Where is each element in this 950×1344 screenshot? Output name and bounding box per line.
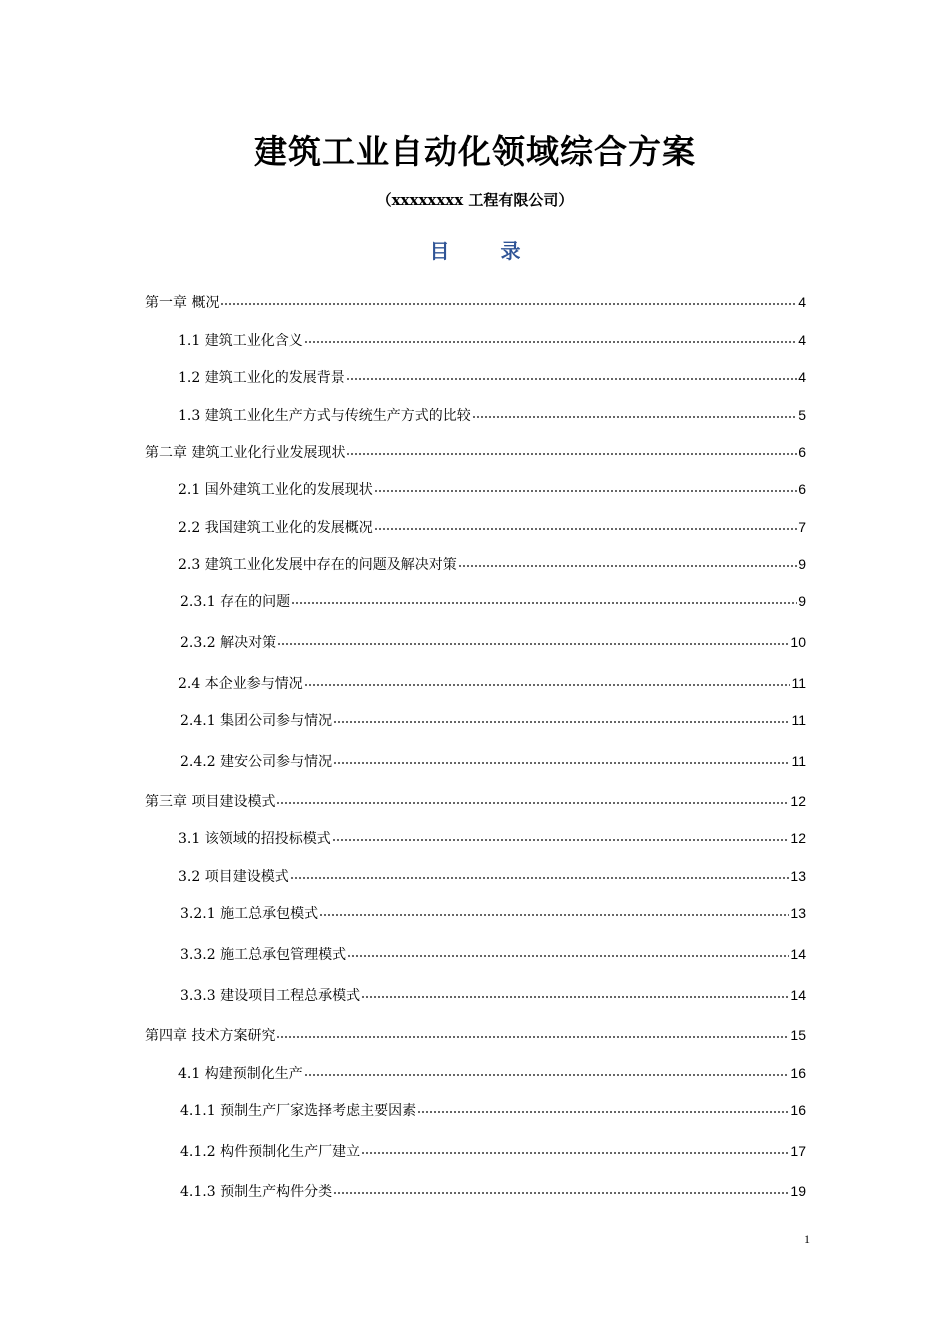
toc-entry-page: 15: [790, 1027, 806, 1043]
toc-entry-label: 2.4.2 建安公司参与情况: [180, 754, 333, 770]
toc-dot-leader: [333, 1192, 789, 1194]
toc-entry-page: 11: [791, 753, 806, 769]
toc-entry[interactable]: [145, 292, 806, 313]
toc-entry[interactable]: [180, 1100, 806, 1121]
toc-entry-label: 3.2 项目建设模式: [178, 869, 289, 885]
toc-dot-leader: [361, 996, 789, 998]
toc-entry[interactable]: [180, 710, 806, 731]
toc-entry[interactable]: [178, 330, 806, 351]
toc-entry-label: 第一章 概况: [145, 295, 220, 311]
toc-entry-page: 4: [798, 369, 806, 385]
toc-entry-label: 第四章 技术方案研究: [145, 1028, 276, 1044]
toc-entry[interactable]: [178, 517, 806, 538]
toc-entry[interactable]: [178, 828, 806, 849]
toc-entry-page: 11: [791, 675, 806, 691]
toc-dot-leader: [346, 378, 797, 380]
toc-entry-page: 4: [798, 294, 806, 310]
toc-entry[interactable]: [180, 903, 806, 924]
toc-dot-leader: [304, 1074, 790, 1076]
toc-dot-leader: [277, 643, 789, 645]
toc-dot-leader: [291, 602, 797, 604]
toc-heading: 目 录: [429, 239, 543, 263]
toc-entry[interactable]: [178, 479, 806, 500]
toc-dot-leader: [374, 528, 797, 530]
toc-entry[interactable]: [145, 1025, 806, 1046]
toc-entry-page: 13: [790, 905, 806, 921]
toc-dot-leader: [472, 416, 797, 418]
toc-entry-label: 第三章 项目建设模式: [145, 794, 276, 810]
document-title: 建筑工业自动化领域综合方案: [254, 132, 696, 171]
toc-entry-page: 13: [790, 868, 806, 884]
toc-dot-leader: [333, 721, 790, 723]
toc-entry-label: 2.4.1 集团公司参与情况: [180, 713, 333, 729]
toc-dot-leader: [458, 565, 797, 567]
toc-entry[interactable]: [178, 554, 806, 575]
toc-entry-label: 4.1 构建预制化生产: [178, 1066, 303, 1082]
toc-entry[interactable]: [145, 791, 806, 812]
toc-entry[interactable]: [178, 367, 806, 388]
toc-entry-page: 12: [790, 830, 806, 846]
document-subtitle: （xxxxxxxx 工程有限公司）: [376, 191, 574, 209]
toc-entry[interactable]: [178, 673, 806, 694]
toc-entry-label: 1.1 建筑工业化含义: [178, 333, 303, 349]
toc-entry[interactable]: [180, 944, 806, 965]
toc-entry-label: 2.3.2 解决对策: [180, 635, 277, 651]
toc-dot-leader: [276, 802, 789, 804]
toc-dot-leader: [374, 490, 797, 492]
toc-entry-label: 1.2 建筑工业化的发展背景: [178, 370, 345, 386]
toc-entry-label: 第二章 建筑工业化行业发展现状: [145, 445, 346, 461]
toc-entry[interactable]: [178, 866, 806, 887]
toc-entry-page: 9: [798, 593, 806, 609]
toc-dot-leader: [304, 684, 791, 686]
toc-entry-label: 3.1 该领域的招投标模式: [178, 831, 331, 847]
toc-entry-label: 2.3.1 存在的问题: [180, 594, 291, 610]
toc-dot-leader: [333, 762, 790, 764]
toc-dot-leader: [347, 955, 789, 957]
toc-entry[interactable]: [180, 985, 806, 1006]
toc-entry-label: 2.2 我国建筑工业化的发展概况: [178, 520, 373, 536]
toc-dot-leader: [290, 877, 790, 879]
toc-entry[interactable]: [180, 591, 806, 612]
toc-entry-label: 2.4 本企业参与情况: [178, 676, 303, 692]
toc-entry-page: 16: [790, 1065, 806, 1081]
toc-dot-leader: [332, 839, 790, 841]
toc-entry-page: 9: [798, 556, 806, 572]
toc-entry[interactable]: [145, 442, 806, 463]
toc-dot-leader: [220, 303, 797, 305]
toc-dot-leader: [361, 1152, 789, 1154]
toc-entry-label: 3.3.3 建设项目工程总承模式: [180, 988, 361, 1004]
toc-entry[interactable]: [180, 632, 806, 653]
toc-entry-page: 17: [790, 1143, 806, 1159]
page-number: 1: [804, 1232, 810, 1246]
toc-entry-label: 2.1 国外建筑工业化的发展现状: [178, 482, 373, 498]
toc-entry-page: 7: [798, 519, 806, 535]
toc-entry-label: 4.1.2 构件预制化生产厂建立: [180, 1144, 361, 1160]
toc-dot-leader: [304, 341, 797, 343]
toc-entry-page: 16: [790, 1102, 806, 1118]
toc-dot-leader: [276, 1036, 789, 1038]
toc-dot-leader: [319, 914, 789, 916]
toc-entry-page: 5: [798, 407, 806, 423]
toc-entry[interactable]: [180, 1141, 806, 1162]
toc-entry-page: 12: [790, 793, 806, 809]
toc-entry-label: 1.3 建筑工业化生产方式与传统生产方式的比较: [178, 408, 471, 424]
toc-dot-leader: [417, 1111, 789, 1113]
toc-entry-label: 4.1.1 预制生产厂家选择考虑主要因素: [180, 1103, 417, 1119]
toc-entry-label: 2.3 建筑工业化发展中存在的问题及解决对策: [178, 557, 457, 573]
toc-dot-leader: [346, 453, 797, 455]
toc-entry[interactable]: [178, 405, 806, 426]
toc-entry-page: 14: [790, 946, 806, 962]
toc-entry-page: 6: [798, 444, 806, 460]
toc-entry[interactable]: [180, 1181, 806, 1202]
toc-entry-page: 14: [790, 987, 806, 1003]
toc-entry-page: 4: [798, 332, 806, 348]
toc-entry-label: 4.1.3 预制生产构件分类: [180, 1184, 333, 1200]
toc-entry-label: 3.2.1 施工总承包模式: [180, 906, 319, 922]
toc-entry-page: 10: [790, 634, 806, 650]
toc-entry[interactable]: [178, 1063, 806, 1084]
toc-entry-label: 3.3.2 施工总承包管理模式: [180, 947, 347, 963]
toc-entry-page: 11: [791, 712, 806, 728]
toc-entry-page: 19: [790, 1183, 806, 1199]
toc-entry-page: 6: [798, 481, 806, 497]
toc-entry[interactable]: [180, 751, 806, 772]
